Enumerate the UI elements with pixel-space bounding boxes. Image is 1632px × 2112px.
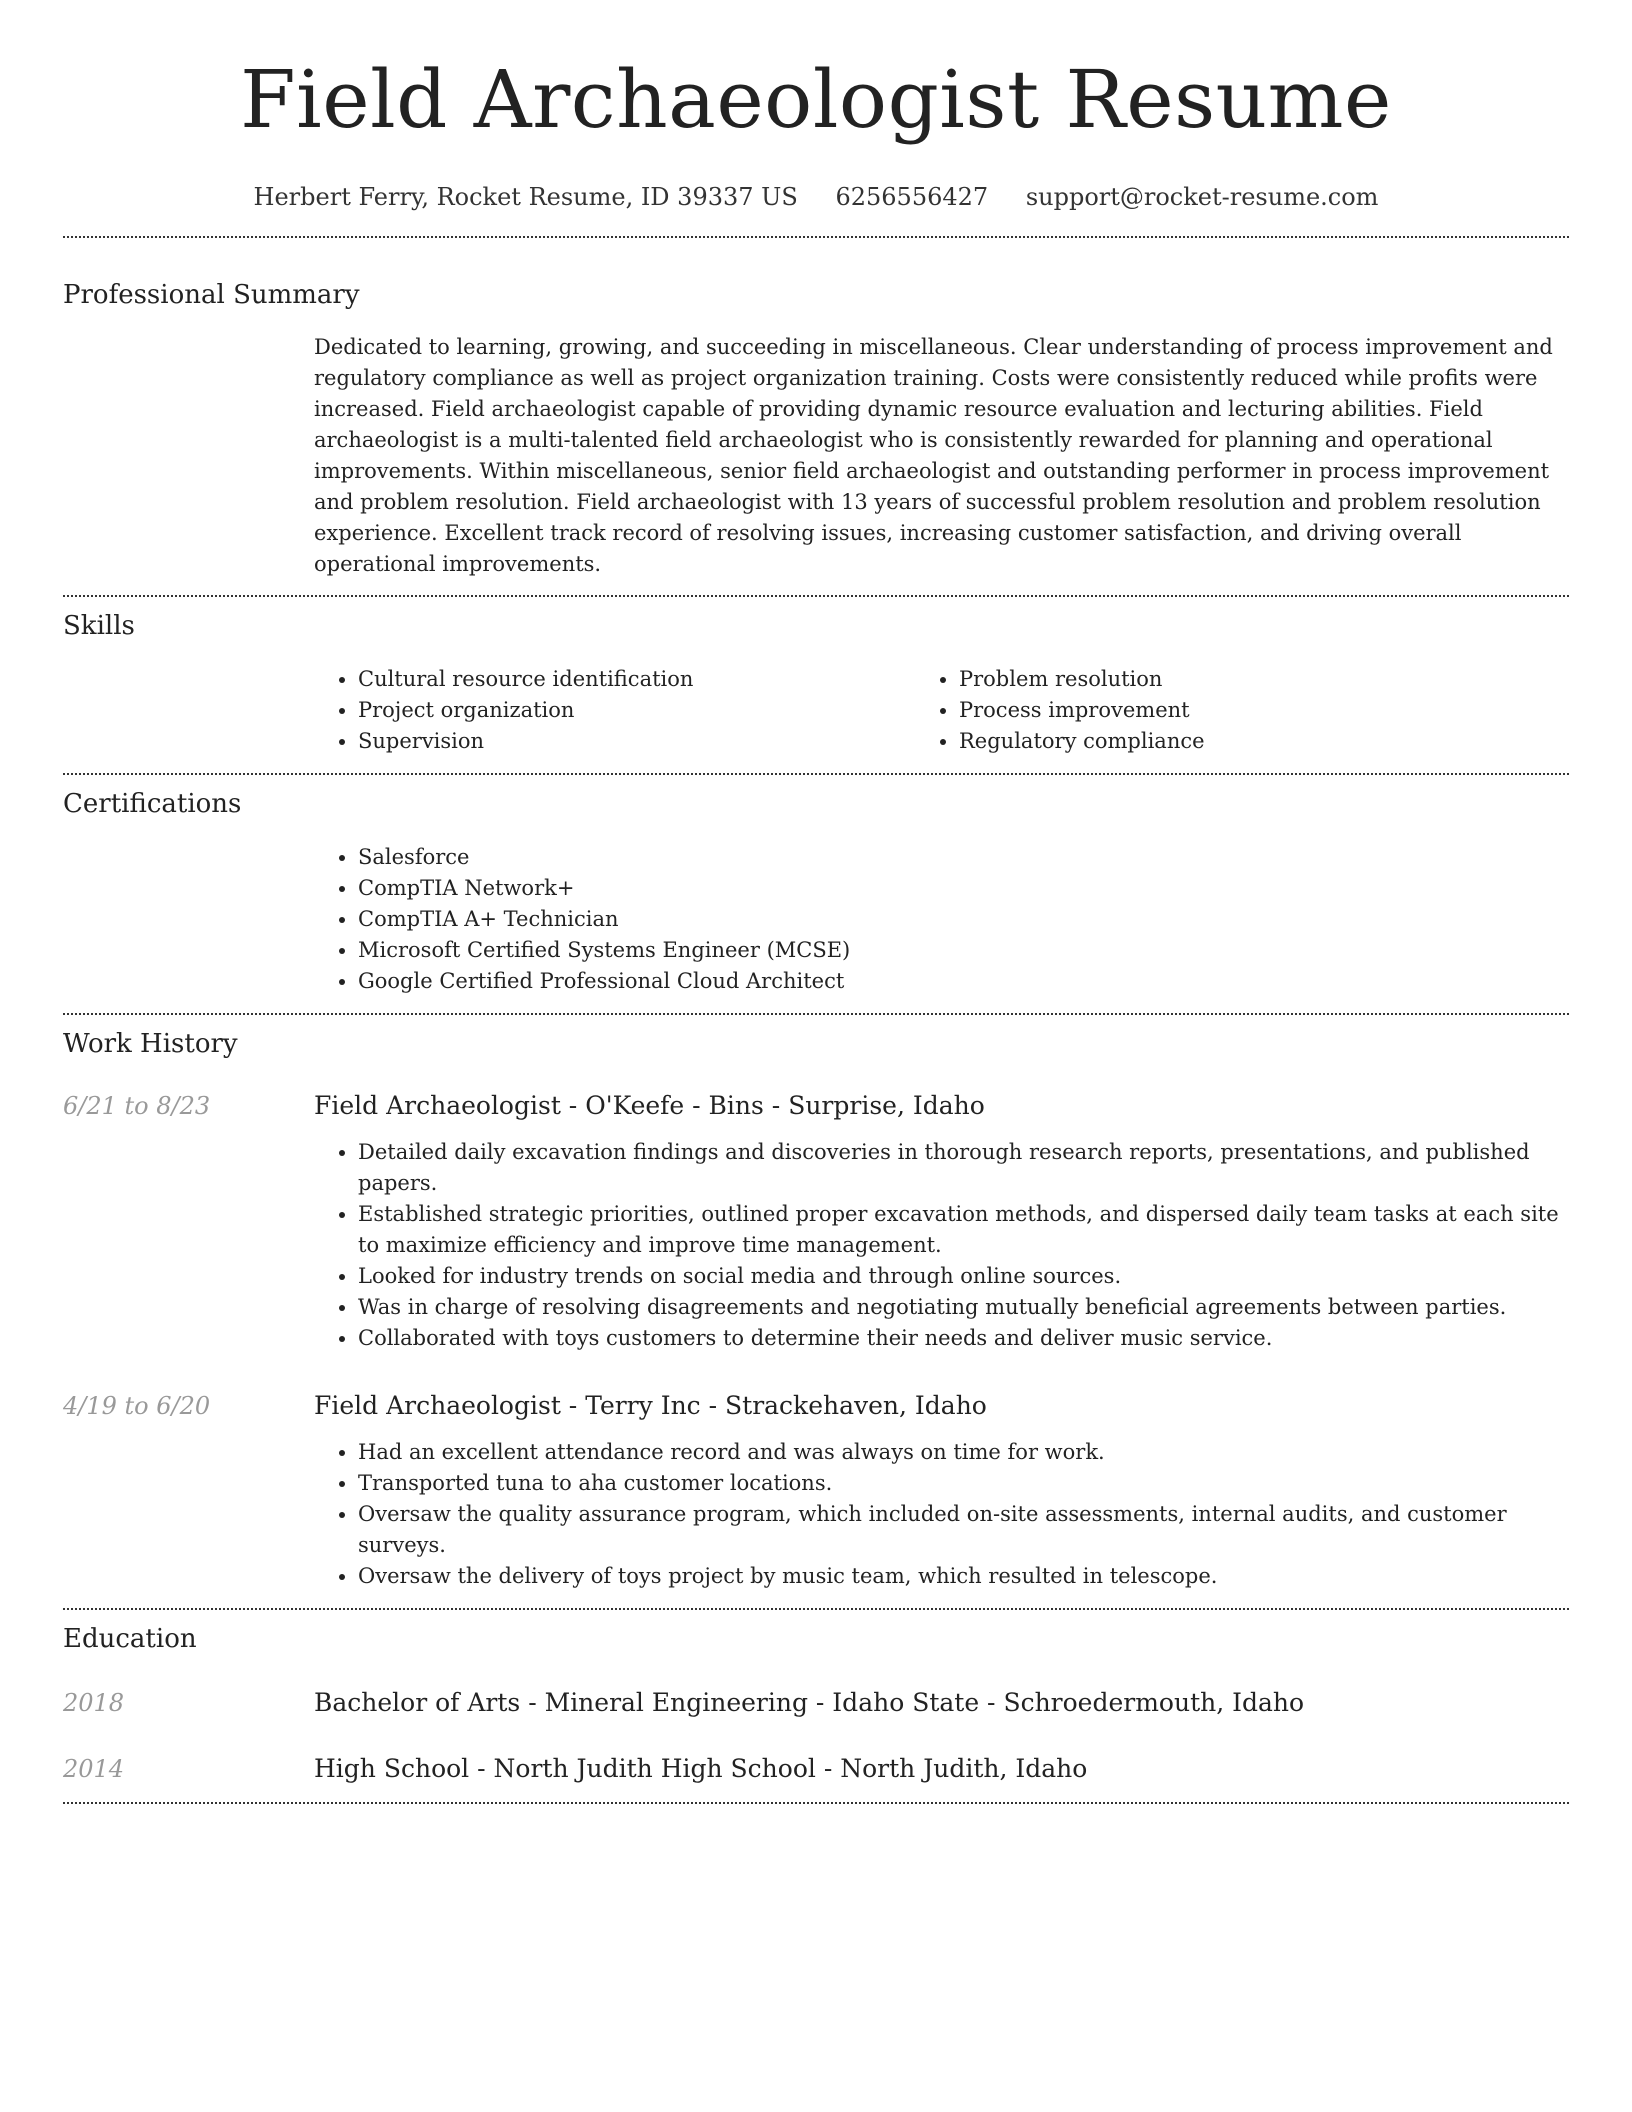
skill-item: • Process improvement xyxy=(959,695,1205,726)
education-entry xyxy=(63,1752,1569,1786)
job-duties xyxy=(314,1137,1569,1354)
skill-item: • Cultural resource identification xyxy=(358,664,930,695)
job-entry xyxy=(63,1089,1569,1354)
skills-section xyxy=(63,597,1569,773)
job-bullet: • Detailed daily excavation findings and discoveries in thorough research reports, presentations, and published papers. xyxy=(358,1137,1569,1199)
summary-heading: Professional Summary xyxy=(63,280,360,310)
contact-address: Herbert Ferry, Rocket Resume, ID 39337 US xyxy=(253,183,798,211)
job-dates: 6/21 to 8/23 xyxy=(63,1092,211,1120)
job-bullet: • Had an excellent attendance record and was always on time for work. xyxy=(358,1437,1569,1468)
job-bullet: • Oversaw the quality assurance program, which included on-site assessments, internal audits, and customer surveys. xyxy=(358,1499,1569,1561)
contact-line xyxy=(63,180,1569,214)
certifications-section xyxy=(63,775,1569,1013)
certification-item: • Google Certified Professional Cloud Architect xyxy=(358,966,1569,997)
job-bullet: • Established strategic priorities, outlined proper excavation methods, and dispersed daily team tasks at each site to maximize efficiency and improve time management. xyxy=(358,1199,1569,1261)
work-history-heading: Work History xyxy=(63,1029,238,1059)
job-dates: 4/19 to 6/20 xyxy=(63,1392,211,1420)
job-bullet: • Collaborated with toys customers to determine their needs and deliver music service. xyxy=(358,1323,1569,1354)
education-degree: High School - North Judith High School - North Judith, Idaho xyxy=(314,1754,1088,1783)
certification-item: • Salesforce xyxy=(358,842,1569,873)
summary-text: Dedicated to learning, growing, and succeeding in miscellaneous. Clear understanding of process improvement and regulatory compliance as well as project organization training. Costs were consistently reduced while profits were increased. Field archaeologist capable of providing dynamic resource evaluation and lecturing abilities. Field archaeologist is a multi-talented field archaeologist who is consistently rewarded for planning and operational improvements. Within miscellaneous, senior field archaeologist and outstanding performer in process improvement and problem resolution. Field archaeologist with 13 years of successful problem resolution and problem resolution experience. Excellent track record of resolving issues, increasing customer satisfaction, and driving overall operational improvements. xyxy=(314,335,1553,576)
certifications-heading: Certifications xyxy=(63,789,242,819)
job-bullet: • Oversaw the delivery of toys project by music team, which resulted in telescope. xyxy=(358,1561,1569,1592)
education-year: 2018 xyxy=(63,1689,125,1717)
work-history-section xyxy=(63,1015,1569,1608)
job-title: Field Archaeologist - Terry Inc - Strackehaven, Idaho xyxy=(314,1391,987,1420)
summary-body xyxy=(314,332,1569,580)
job-bullet: • Was in charge of resolving disagreements and negotiating mutually beneficial agreements between parties. xyxy=(358,1292,1569,1323)
skill-item: • Supervision xyxy=(358,726,930,757)
certifications-bullets xyxy=(314,842,1569,997)
job-bullets xyxy=(314,1437,1569,1592)
certification-item: • CompTIA Network+ xyxy=(358,873,1569,904)
contact-email: support@rocket-resume.com xyxy=(1025,183,1379,211)
contact-phone: 6256556427 xyxy=(835,183,989,211)
job-entry xyxy=(63,1389,1569,1592)
skills-heading: Skills xyxy=(63,611,135,641)
skill-item: • Project organization xyxy=(358,695,930,726)
certification-item: • Microsoft Certified Systems Engineer (MCSE) xyxy=(358,935,1569,966)
certification-item: • CompTIA A+ Technician xyxy=(358,904,1569,935)
divider xyxy=(63,1802,1569,1804)
resume-title: Field Archaeologist Resume xyxy=(240,53,1392,146)
education-degree: Bachelor of Arts - Mineral Engineering - Idaho State - Schroedermouth, Idaho xyxy=(314,1688,1305,1717)
skills-column-2 xyxy=(930,664,1205,757)
job-bullets xyxy=(314,1137,1569,1354)
job-duties xyxy=(314,1437,1569,1592)
skill-item: • Problem resolution xyxy=(959,664,1205,695)
education-section xyxy=(63,1610,1569,1802)
education-year: 2014 xyxy=(63,1755,125,1783)
skill-item: • Regulatory compliance xyxy=(959,726,1205,757)
education-entry xyxy=(63,1686,1569,1720)
skills-column-1 xyxy=(314,664,930,757)
job-title: Field Archaeologist - O'Keefe - Bins - Surprise, Idaho xyxy=(314,1091,985,1120)
skills-list xyxy=(314,664,1569,757)
certifications-list xyxy=(314,842,1569,997)
education-heading: Education xyxy=(63,1624,197,1654)
job-bullet: • Looked for industry trends on social media and through online sources. xyxy=(358,1261,1569,1292)
summary-section xyxy=(63,238,1569,595)
job-bullet: • Transported tuna to aha customer locations. xyxy=(358,1468,1569,1499)
